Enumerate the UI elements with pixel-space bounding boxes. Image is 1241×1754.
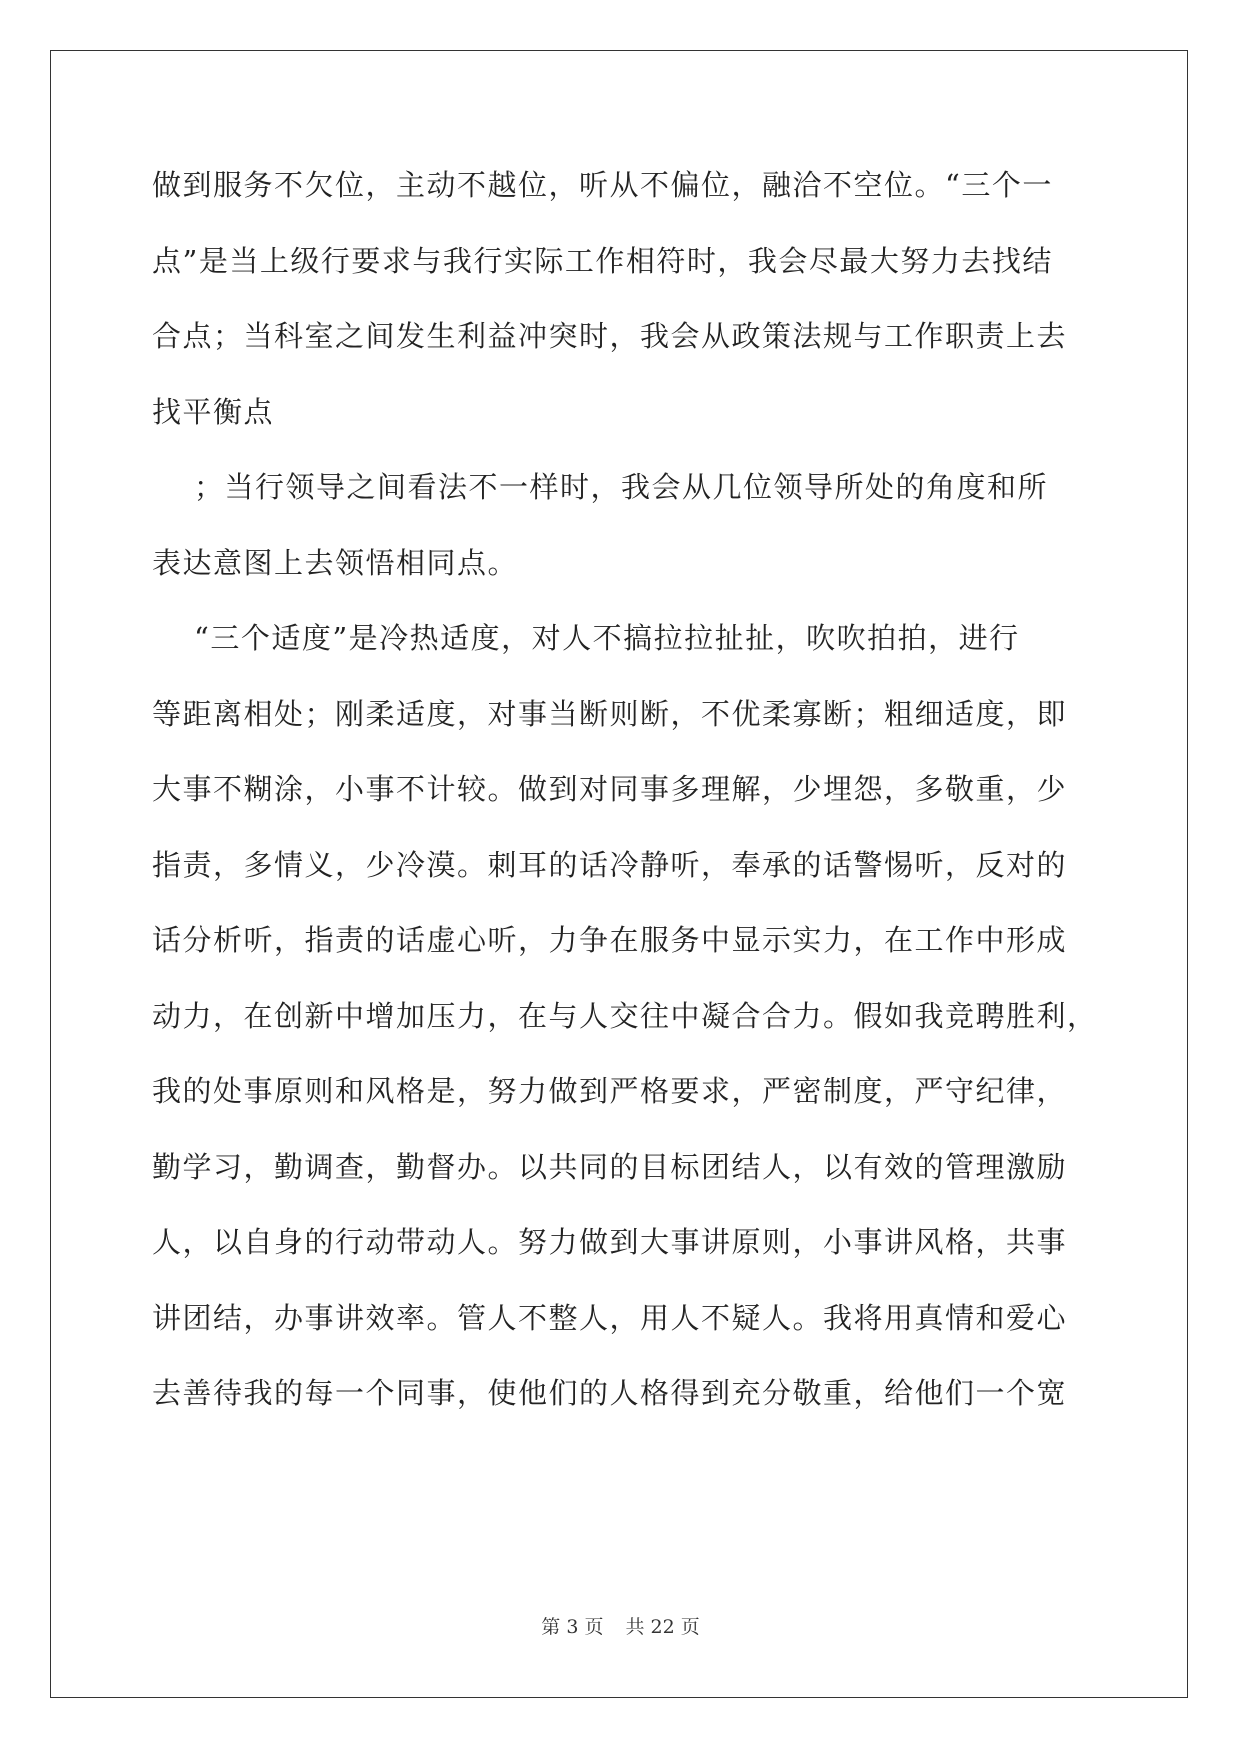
text-line: 人，以自身的行动带动人。努力做到大事讲原则，小事讲风格，共事 [152, 1225, 1068, 1259]
text-line: 大事不糊涂，小事不计较。做到对同事多理解，少埋怨，多敬重，少 [152, 772, 1068, 806]
body-text [152, 155, 1098, 1439]
text-line: 讲团结，办事讲效率。管人不整人，用人不疑人。我将用真情和爱心 [152, 1300, 1068, 1335]
text-line: 表达意图上去领悟相同点。 [152, 545, 519, 580]
text-line: 点”是当上级行要求与我行实际工作相符时，我会尽最大努力去找结 [152, 243, 1053, 278]
text-line: 合点；当科室之间发生利益冲突时，我会从政策法规与工作职责上去 [152, 319, 1068, 353]
page-footer [0, 1612, 1241, 1639]
text-line: “三个适度”是冷热适度，对人不搞拉拉扯扯，吹吹拍拍，进行 [194, 621, 1020, 655]
text-line: 指责，多情义，少冷漠。刺耳的话冷静听，奉承的话警惕听，反对的 [152, 847, 1068, 882]
text-line: 找平衡点 [152, 394, 275, 429]
text-line: 等距离相处；刚柔适度，对事当断则断，不优柔寡断；粗细适度，即 [152, 696, 1068, 731]
text-line: ；当行领导之间看法不一样时，我会从几位领导所处的角度和所 [194, 470, 1049, 504]
text-line: 去善待我的每一个同事，使他们的人格得到充分敬重，给他们一个宽 [152, 1376, 1068, 1410]
text-line: 动力，在创新中增加压力，在与人交往中凝合合力。假如我竞聘胜利， [152, 998, 1098, 1033]
text-line: 话分析听，指责的话虚心听，力争在服务中显示实力，在工作中形成 [152, 923, 1068, 957]
text-line: 我的处事原则和风格是，努力做到严格要求，严密制度，严守纪律， [152, 1074, 1068, 1108]
page-total: 共 22 页 [625, 1616, 700, 1638]
text-line: 勤学习，勤调查，勤督办。以共同的目标团结人，以有效的管理激励 [152, 1149, 1068, 1184]
page-number: 第 3 页 [541, 1616, 604, 1638]
text-line: 做到服务不欠位，主动不越位，听从不偏位，融洽不空位。“三个一 [152, 168, 1053, 202]
